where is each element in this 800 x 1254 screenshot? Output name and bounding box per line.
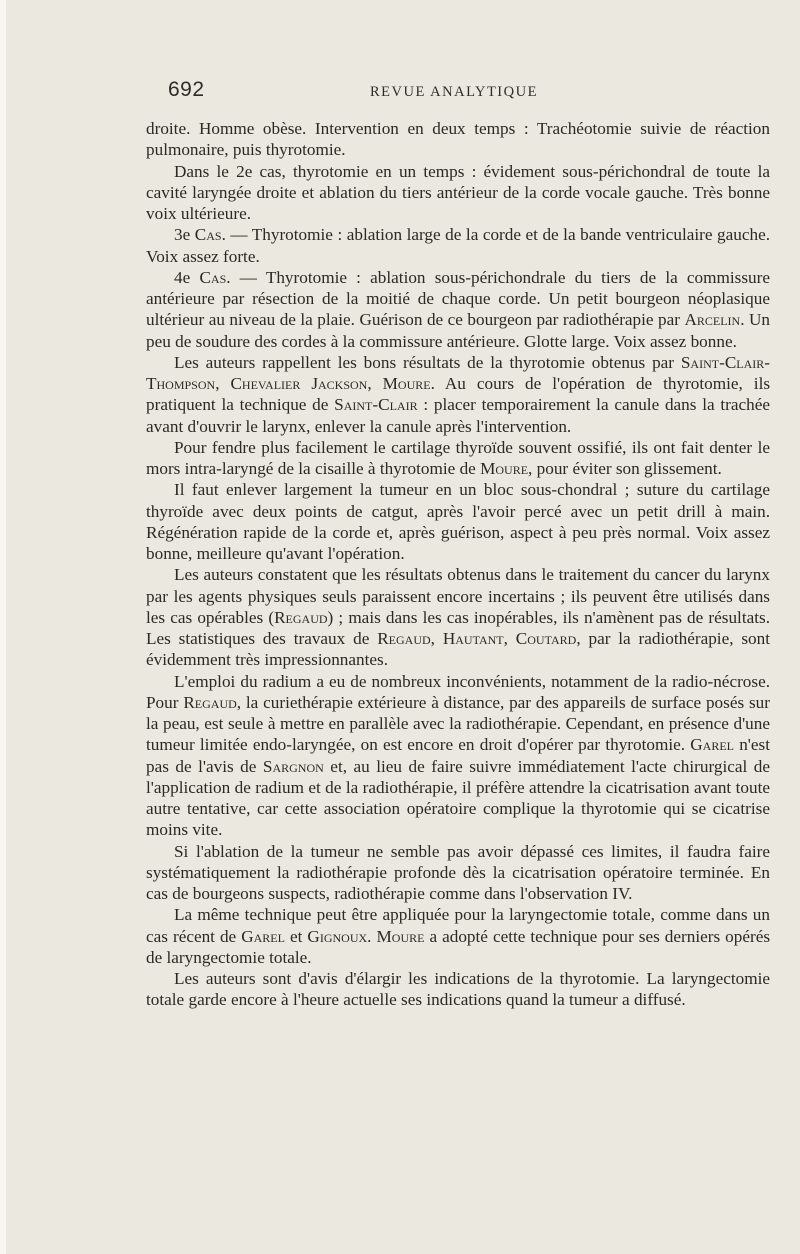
author-name: Moure <box>376 926 425 946</box>
author-name: Garel <box>690 735 734 755</box>
text-run: , la curiethérapie extérieure à distance, par des appareils de surface posés sur la peau, est seule à mettre en parallèle avec la radiothérapie. Cependant, en présence d'une tumeur limitée endo-laryngée, on est encore en droit d'opérer par thyrotomie. <box>146 692 770 755</box>
text-run: Il faut enlever largement la tumeur en un bloc sous-chondral ; suture du cartilage thyroïde avec deux points de catgut, après l'avoir percé avec un petit drill à main. Régénération rapide de la corde et, après guérison, aspect à peu près normal. Voix assez bonne, meilleure qu'avant l'opération. <box>146 480 770 563</box>
paragraph <box>146 841 770 905</box>
author-name: Moure <box>480 459 529 478</box>
paragraph <box>146 564 770 670</box>
text-run: Les auteurs rappellent les bons résultats de la thyrotomie obtenus par <box>174 352 681 372</box>
text-run: . — Thyrotomie : ablation large de la corde et de la bande ventriculaire gauche. Voix assez forte. <box>146 225 770 266</box>
text-run: . Un peu de soudure des cordes à la commissure antérieure. Glotte large. Voix assez bonne. <box>146 310 770 351</box>
text-run: Les auteurs sont d'avis d'élargir les indications de la thyrotomie. La laryngectomie totale garde encore à l'heure actuelle ses indications quand la tumeur a diffusé. <box>146 969 770 1010</box>
text-run: n'est pas de l'avis de <box>146 735 770 776</box>
page-number: 692 <box>168 78 205 101</box>
paragraph <box>146 118 770 161</box>
text-run: , par la radiothérapie, sont évidemment très impressionnantes. <box>146 629 771 670</box>
page-header <box>168 78 748 108</box>
text-run: 3e <box>174 225 195 245</box>
text-run: a adopté cette technique pour ses derniers opérés de laryngectomie totale. <box>146 926 771 967</box>
text-run: 4e <box>174 267 200 287</box>
text-run: Pour fendre plus facilement le cartilage thyroïde souvent ossifié, ils ont fait denter le mors intra-laryngé de la cisaille à thyrotomie de <box>146 437 770 478</box>
text-run: , <box>503 629 516 648</box>
article-body <box>146 118 770 1011</box>
author-name: Regaud <box>274 607 328 627</box>
text-run: et <box>284 926 308 946</box>
text-run: Dans le 2e cas, thyrotomie en un temps : évidement sous-périchondral de toute la cavité laryngée droite et ablation du tiers antérieur de la corde vocale gauche. Très bonne voix ultérieure. <box>146 161 770 223</box>
paragraph <box>146 437 770 480</box>
text-run: La même technique peut être appliquée pour la laryngectomie totale, comme dans un cas récent de <box>146 905 770 946</box>
page-edge <box>0 0 6 1254</box>
author-name: Cas <box>199 267 227 287</box>
text-run: et, au lieu de faire suivre immédiatement l'acte chirurgical de l'application de radium et de la radiothérapie, il préfère attendre la cicatrisation avant toute autre tentative, car cette association opératoire complique la thyrotomie qui se cicatrise moins vite. <box>146 756 770 840</box>
author-name: Arcelin <box>684 310 741 330</box>
text-run: droite. Homme obèse. Intervention en deux temps : Trachéotomie suivie de réaction pulmonaire, puis thyrotomie. <box>146 119 770 160</box>
text-run: Les auteurs constatent que les résultats obtenus dans le traitement du cancer du larynx par les agents physiques seuls paraissent encore incertains ; ils peuvent être utilisés dans les cas opérables ( <box>146 565 770 627</box>
author-name: Cas <box>194 225 222 245</box>
text-run: . <box>367 926 377 946</box>
author-name: Saint-Clair-Thompson <box>146 352 770 393</box>
paragraph <box>146 904 770 968</box>
text-run: . Au cours de l'opération de thyrotomie, ils pratiquent la technique de <box>146 374 771 415</box>
text-run: , pour éviter son glissement. <box>528 459 722 478</box>
text-run: , <box>367 374 383 393</box>
paragraph <box>146 224 770 267</box>
author-name: Garel <box>241 926 285 946</box>
paragraph <box>146 479 770 564</box>
text-run: Si l'ablation de la tumeur ne semble pas avoir dépassé ces limites, il faudra faire systématiquement la radiothérapie profonde dès la cicatrisation opératoire terminée. En cas de bourgeons suspects, radiothérapie comme dans l'observation IV. <box>146 841 770 903</box>
text-run: L'emploi du radium a eu de nombreux inconvénients, notamment de la radio-nécrose. Pour <box>146 671 770 712</box>
author-name: Moure <box>382 374 431 393</box>
text-run: : placer temporairement la canule dans la trachée avant d'ouvrir le larynx, enlever la canule après l'intervention. <box>146 395 770 436</box>
paragraph <box>146 671 770 841</box>
author-name: Saint-Clair <box>334 395 418 415</box>
paragraph <box>146 267 770 352</box>
text-run: , <box>430 629 443 648</box>
author-name: Gignoux <box>307 926 368 946</box>
author-name: Regaud <box>183 692 237 712</box>
author-name: Chevalier Jackson <box>230 374 368 393</box>
text-run: . — Thyrotomie : ablation sous-périchondrale du tiers de la commissure antérieure par résection de la moitié de chaque corde. Un petit bourgeon néoplasique ultérieur au niveau de la plaie. Guérison de ce bourgeon par radiothérapie par <box>146 267 770 330</box>
paragraph <box>146 968 770 1011</box>
author-name: Sargnon <box>262 756 324 776</box>
author-name: Regaud <box>377 629 431 648</box>
text-run: , <box>215 374 231 393</box>
running-head: REVUE ANALYTIQUE <box>370 84 538 100</box>
author-name: Coutard <box>515 629 577 648</box>
author-name: Hautant <box>442 629 504 648</box>
paragraph <box>146 352 770 437</box>
paragraph <box>146 161 770 225</box>
text-run: ) ; mais dans les cas inopérables, ils n'amènent pas de résultats. Les statistiques des travaux de <box>146 607 770 648</box>
